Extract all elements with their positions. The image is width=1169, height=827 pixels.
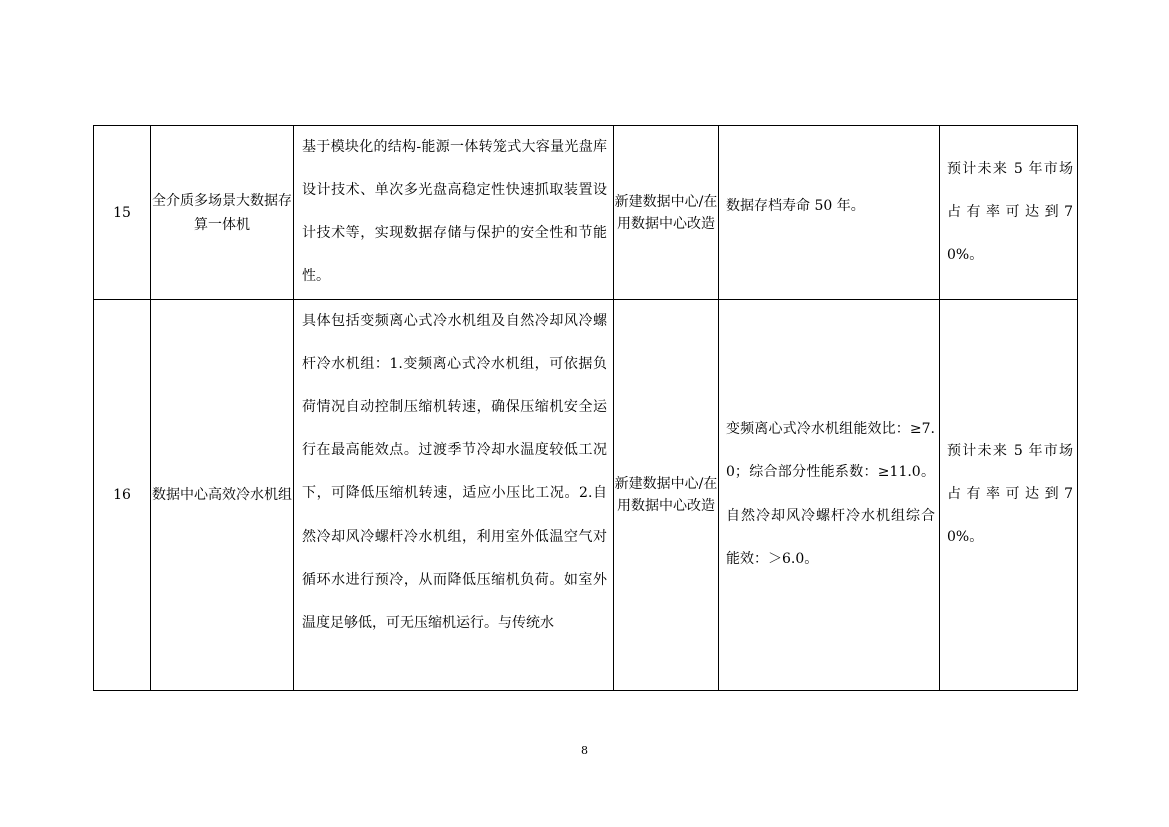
table-row: [94, 126, 1078, 300]
row-number: 16: [94, 300, 151, 691]
technology-table: [93, 125, 1078, 691]
technology-description: [294, 126, 614, 300]
metrics-text: 数据存档寿命 50 年。: [726, 197, 865, 214]
technology-description: [294, 300, 614, 691]
market-outlook: [940, 300, 1078, 691]
page-number: 8: [581, 744, 588, 757]
market-outlook: [940, 126, 1078, 300]
technology-name: 数据中心高效冷水机组: [151, 300, 294, 691]
row-number: 15: [94, 126, 151, 300]
description-text: 基于模块化的结构-能源一体转笼式大容量光盘库设计技术、单次多光盘高稳定性快速抓取装置设计技术等，实现数据存储与保护的安全性和节能性。: [302, 138, 607, 285]
performance-metrics: [719, 126, 940, 300]
application-scenario: 新建数据中心/在用数据中心改造: [614, 126, 719, 300]
market-text: 预计未来 5 年市场占有率可达到70%。: [947, 442, 1073, 546]
metrics-text: 变频离心式冷水机组能效比：≥7.0；综合部分性能系数：≥11.0。自然冷却风冷螺杆冷水机组综合能效：＞6.0。: [726, 421, 935, 567]
description-text: 具体包括变频离心式冷水机组及自然冷却风冷螺杆冷水机组：1.变频离心式冷水机组，可依据负荷情况自动控制压缩机转速，确保压缩机安全运行在最高能效点。过渡季节冷却水温度较低工况下，可降低压缩机转速，适应小压比工况。2.自然冷却风冷螺杆冷水机组，利用室外低温空气对循环水进行预冷，从而降低压缩机负荷。如室外温度足够低，可无压缩机运行。与传统水: [302, 312, 607, 631]
application-scenario: 新建数据中心/在用数据中心改造: [614, 300, 719, 691]
table-row: [94, 300, 1078, 691]
market-text: 预计未来 5 年市场占有率可达到70%。: [947, 160, 1073, 264]
performance-metrics: [719, 300, 940, 691]
technology-name: 全介质多场景大数据存算一体机: [151, 126, 294, 300]
